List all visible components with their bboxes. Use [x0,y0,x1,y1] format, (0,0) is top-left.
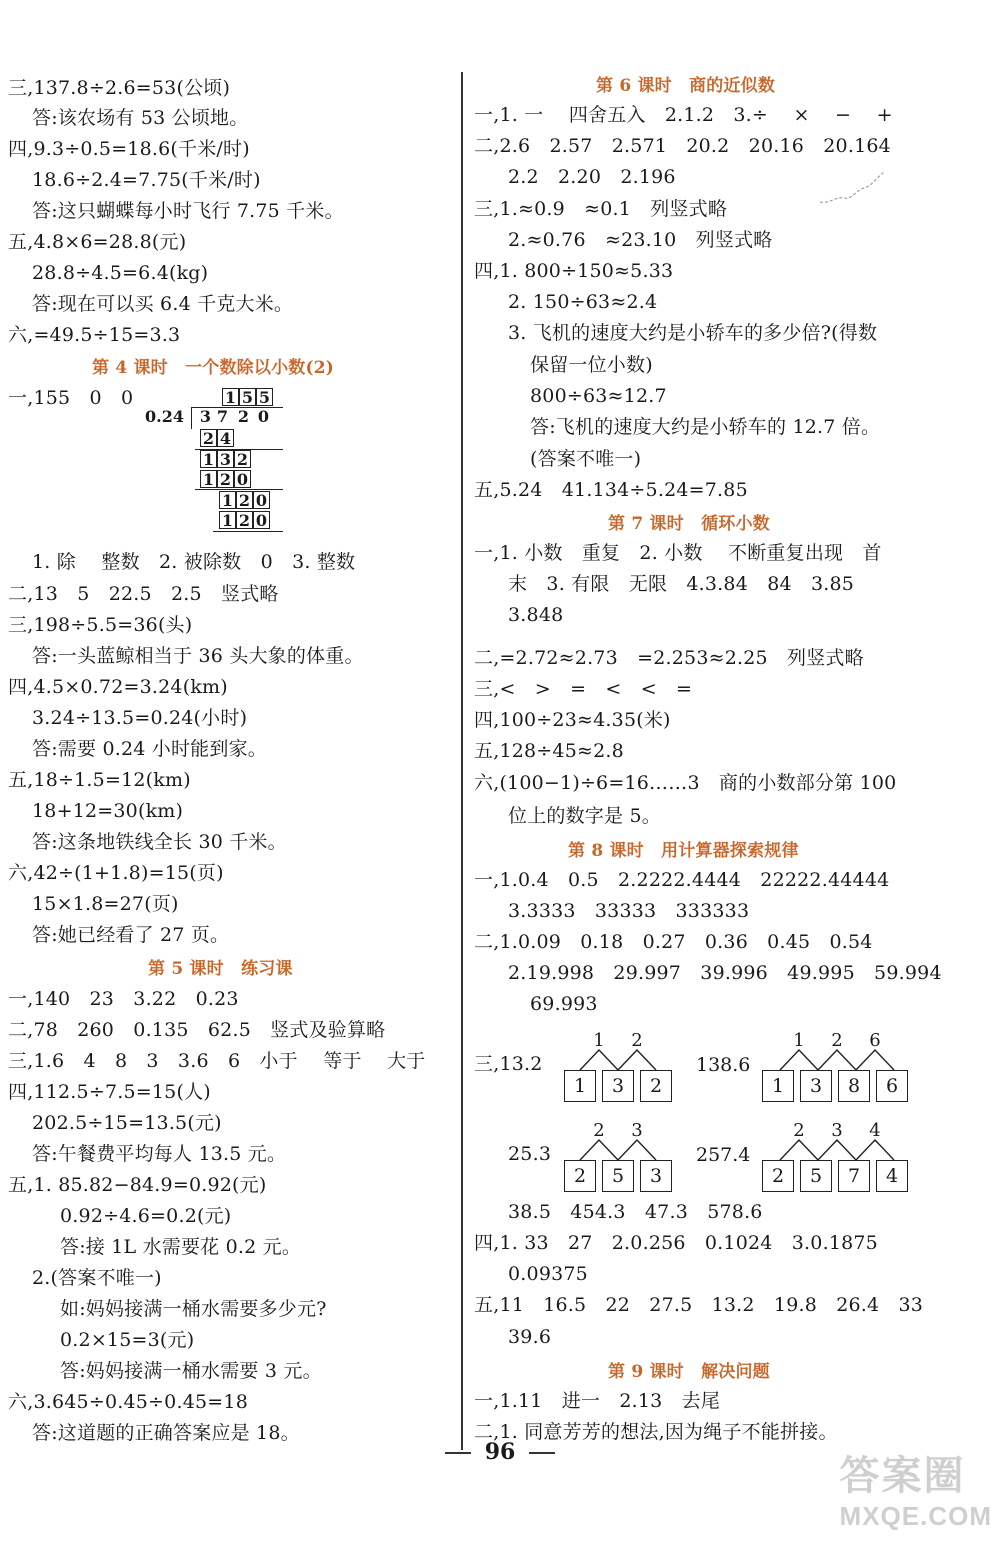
answer-line: 28.8÷4.5=6.4(kg) [32,262,209,284]
digit-box: 3 [800,1070,832,1102]
answer-line: 二,2.6 2.57 2.571 20.2 20.16 20.164 [474,135,891,157]
digit-box: 6 [876,1070,908,1102]
work-digit: 2 [234,450,251,468]
answer-line: 2.(答案不唯一) [32,1267,162,1289]
top-digit: 3 [631,1120,643,1141]
answer-line: 二,13 5 22.5 2.5 竖式略 [8,583,279,605]
dividend-digit: 2 [237,407,250,426]
answer-line: 答:妈妈接满一桶水需要 3 元。 [60,1360,322,1382]
top-digit: 2 [831,1030,843,1051]
answer-line: 202.5÷15=13.5(元) [32,1112,222,1134]
answer-line: 五,1. 85.82−84.9=0.92(元) [8,1174,267,1196]
answer-line: 一,1. 小数 重复 2. 小数 不断重复出现 首 [474,542,882,564]
answer-line: 二,1.0.09 0.18 0.27 0.36 0.45 0.54 [474,931,873,953]
answer-line: 2.2 2.20 2.196 [508,166,676,188]
work-digit: 1 [200,470,217,488]
answer-line: 答:接 1L 水需要花 0.2 元。 [60,1236,302,1258]
answer-line: 一,1. 一 四舍五入 2.1.2 3.÷ × − + [474,104,893,126]
top-digit: 2 [793,1120,805,1141]
answer-line: 五,18÷1.5=12(km) [8,769,191,791]
answer-line: 一,1.11 进一 2.13 去尾 [474,1390,721,1412]
section-heading: 第 4 课时 一个数除以小数(2) [92,358,334,378]
work-digit: 0 [234,470,251,488]
answer-line: 四,1. 33 27 2.0.256 0.1024 3.0.1875 [474,1232,878,1254]
answer-line: 五,5.24 41.134÷5.24=7.85 [474,479,748,501]
answer-line: 答:这道题的正确答案应是 18。 [32,1422,300,1444]
work-digit: 1 [219,491,236,509]
section-heading: 第 6 课时 商的近似数 [596,76,776,96]
answer-line: 0.09375 [508,1263,588,1285]
branch-lines [564,1048,684,1072]
answer-line: 三,< > = < < = [474,678,693,700]
answer-line: 三,137.8÷2.6=53(公顷) [8,77,231,99]
answer-line: 答:一头蓝鲸相当于 36 头大象的体重。 [32,645,364,667]
top-digit: 6 [869,1030,881,1051]
pencil-squiggle-mark [818,168,888,208]
column-divider [461,72,463,1450]
top-digit: 2 [631,1030,643,1051]
work-digit: 1 [200,450,217,468]
answer-line: 六,(100−1)÷6=16……3 商的小数部分第 100 [474,772,897,794]
answer-line: 三,1.6 4 8 3 3.6 6 小于 等于 大于 [8,1050,426,1072]
answer-line: 五,11 16.5 22 27.5 13.2 19.8 26.4 33 [474,1294,924,1316]
digit-box: 4 [876,1160,908,1192]
answer-line: 六,3.645÷0.45÷0.45=18 [8,1391,248,1413]
answer-line: 四,100÷23≈4.35(米) [474,709,671,731]
answer-line: 1. 除 整数 2. 被除数 0 3. 整数 [32,551,356,573]
answer-line: 800÷63≈12.7 [530,385,667,407]
dividend-digit: 7 [216,407,229,426]
quotient-digit: 5 [256,388,273,406]
answer-line: 答:该农场有 53 公顷地。 [32,107,249,129]
answer-line: 四,1. 800÷150≈5.33 [474,260,674,282]
work-digit: 2 [236,491,253,509]
digit-box: 2 [762,1160,794,1192]
digit-box: 5 [800,1160,832,1192]
answer-line: 3. 飞机的速度大约是小轿车的多少倍?(得数 [508,322,878,344]
work-digit: 0 [253,511,270,529]
top-digit: 4 [869,1120,881,1141]
branch-lines [762,1048,922,1072]
answer-line: 答:飞机的速度大约是小轿车的 12.7 倍。 [530,416,881,438]
watermark [840,1444,992,1532]
answer-line: 答:这条地铁线全长 30 千米。 [32,831,287,853]
answer-line: 二,=2.72≈2.73 =2.253≈2.25 列竖式略 [474,647,864,669]
work-digit: 4 [217,429,234,447]
answer-line: 五,128÷45≈2.8 [474,740,624,762]
divisor: 0.24 [145,407,184,426]
answer-line: 保留一位小数) [530,354,653,376]
calc-pattern-group [564,1030,684,1106]
answer-line: 五,4.8×6=28.8(元) [8,231,187,253]
digit-box: 5 [602,1160,634,1192]
work-digit: 2 [236,511,253,529]
long-division-diagram [145,388,295,534]
answer-line: 答:她已经看了 27 页。 [32,924,230,946]
answer-line: 25.3 [508,1143,552,1165]
work-digit: 3 [217,450,234,468]
calc-pattern-group [762,1030,922,1106]
answer-line: 答:现在可以买 6.4 千克大米。 [32,293,294,315]
answer-line: 0.92÷4.6=0.2(元) [60,1205,232,1227]
answer-line: 三,198÷5.5=36(头) [8,614,193,636]
top-digit: 1 [793,1030,805,1051]
quotient-digit: 1 [222,388,239,406]
answer-line: 四,9.3÷0.5=18.6(千米/时) [8,138,250,160]
work-digit: 2 [200,429,217,447]
answer-line: (答案不唯一) [530,448,642,470]
answer-line: 六,42÷(1+1.8)=15(页) [8,862,224,884]
section-heading: 第 9 课时 解决问题 [608,1362,770,1382]
answer-line: 二,1. 同意芳芳的想法,因为绳子不能拼接。 [474,1421,838,1443]
section-heading: 第 7 课时 循环小数 [608,514,770,534]
digit-box: 1 [762,1070,794,1102]
answer-line: 一,1.0.4 0.5 2.2222.4444 22222.44444 [474,869,890,891]
watermark-logo-text: 答案圈 [839,1454,966,1498]
quotient-digit: 5 [239,388,256,406]
digit-box: 3 [602,1070,634,1102]
answer-line: 2.19.998 29.997 39.996 49.995 59.994 [508,962,942,984]
branch-lines [762,1138,922,1162]
answer-line: 四,112.5÷7.5=15(人) [8,1081,211,1103]
answer-line: 二,78 260 0.135 62.5 竖式及验算略 [8,1019,386,1041]
work-digit: 2 [217,470,234,488]
answer-line: 六,=49.5÷15=3.3 [8,324,181,346]
answer-line: 如:妈妈接满一桶水需要多少元? [60,1298,327,1320]
answer-line: 69.993 [530,993,598,1015]
digit-box: 2 [564,1160,596,1192]
answer-line: 三,1.≈0.9 ≈0.1 列竖式略 [474,198,728,220]
calc-pattern-group [564,1120,684,1196]
answer-line: 一,155 0 0 [8,387,134,409]
answer-line: 3.24÷13.5=0.24(小时) [32,707,248,729]
answer-line: 3.848 [508,604,564,626]
answer-line: 18+12=30(km) [32,800,184,822]
answer-line: 四,4.5×0.72=3.24(km) [8,676,228,698]
digit-box: 1 [564,1070,596,1102]
answer-line: 18.6÷2.4=7.75(千米/时) [32,169,261,191]
section-heading: 第 5 课时 练习课 [148,959,293,979]
answer-line: 末 3. 有限 无限 4.3.84 84 3.85 [508,573,855,595]
dividend-digit: 3 [199,407,212,426]
answer-line: 三,13.2 [474,1053,543,1075]
answer-line: 2. 150÷63≈2.4 [508,291,658,313]
answer-line: 15×1.8=27(页) [32,893,179,915]
top-digit: 3 [831,1120,843,1141]
answer-line: 2.≈0.76 ≈23.10 列竖式略 [508,229,773,251]
work-digit: 1 [219,511,236,529]
dividend-digit: 0 [257,407,270,426]
branch-lines [564,1138,684,1162]
answer-line: 39.6 [508,1326,552,1348]
answer-line: 答:需要 0.24 小时能到家。 [32,738,267,760]
digit-box: 2 [640,1070,672,1102]
answer-line: 3.3333 33333 333333 [508,900,750,922]
section-heading: 第 8 课时 用计算器探索规律 [568,841,799,861]
answer-line: 0.2×15=3(元) [60,1329,195,1351]
answer-line: 38.5 454.3 47.3 578.6 [508,1201,763,1223]
watermark-url: MXQE.COM [839,1501,992,1531]
answer-line: 位上的数字是 5。 [508,805,661,827]
answer-line: 答:午餐费平均每人 13.5 元。 [32,1143,287,1165]
digit-box: 7 [838,1160,870,1192]
answer-line: 答:这只蝴蝶每小时飞行 7.75 千米。 [32,200,344,222]
calc-label: 257.4 [696,1144,751,1166]
digit-box: 3 [640,1160,672,1192]
calc-label: 138.6 [696,1054,751,1076]
calc-pattern-group [762,1120,922,1196]
digit-box: 8 [838,1070,870,1102]
top-digit: 2 [593,1120,605,1141]
top-digit: 1 [593,1030,605,1051]
answer-line: 一,140 23 3.22 0.23 [8,988,239,1010]
work-digit: 0 [253,491,270,509]
page-number: 96 [484,1439,516,1465]
